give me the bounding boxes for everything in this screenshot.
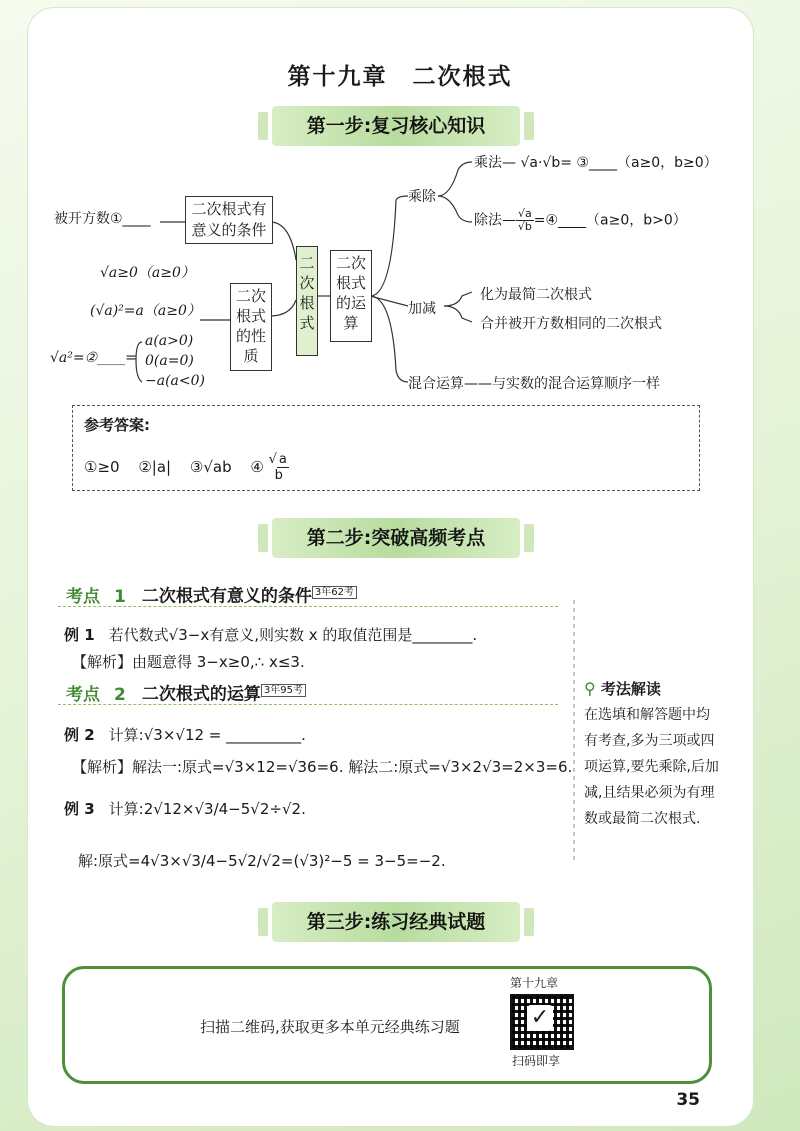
kaodian1-title: 二次根式有意义的条件 [141, 586, 312, 607]
example-1-text: 若代数式√3−x有意义,则实数 x 的取值范围是________. [108, 626, 478, 644]
kaodian2-badge: 3年95考 [261, 684, 306, 697]
answer-3: ③√ab [189, 458, 232, 476]
division-denominator: √b [517, 220, 532, 233]
division-suffix: =④____（a≥0，b>0） [533, 212, 687, 229]
answer-2: ②|a| [138, 458, 172, 476]
mixed-operation-rule: 混合运算——与实数的混合运算顺序一样 [408, 376, 660, 392]
answer-4-fraction: √ a b [268, 452, 287, 483]
step1-banner: 第一步:复习核心知识 [272, 106, 520, 146]
property-1: √a≥0（a≥0） [100, 265, 195, 281]
kaodian1-badge: 3年62考 [312, 586, 357, 599]
add-sub-label: 加减 [408, 301, 436, 317]
side-note-title: 考法解读 [600, 680, 661, 698]
case-zero: 0(a=0) [145, 353, 194, 369]
magnifier-icon: ⚲ [584, 679, 596, 698]
case-negative: −a(a<0) [145, 373, 205, 389]
property-3-left: √a²=②____= [50, 350, 137, 366]
simplify-rule: 化为最简二次根式 [480, 287, 592, 303]
example-1-solution: 【解析】由题意得 3−x≥0,∴ x≤3. [72, 653, 305, 671]
example-3-label: 例 3 [64, 800, 95, 818]
property-2: (√a)²=a（a≥0） [90, 303, 201, 319]
qr-prompt: 扫描二维码,获取更多本单元经典练习题 [200, 1018, 460, 1036]
kaodian1-tag: 考点 [66, 586, 100, 607]
answer-4: ④ [250, 458, 264, 476]
condition-node: 二次根式有意义的条件 [185, 196, 273, 244]
mul-div-label: 乘除 [408, 189, 436, 205]
example-2-text: 计算:√3×√12 = __________. [108, 726, 306, 744]
operation-node: 二次根式的运算 [330, 250, 372, 342]
qr-caption: 扫码即享 [512, 1054, 561, 1068]
answer-4-denominator: b [274, 468, 283, 483]
example-3-solution: 解:原式=4√3×√3/4−5√2/√2=(√3)²−5 = 3−5=−2. [78, 852, 446, 870]
kaodian1-number: 1 [114, 586, 126, 607]
example-3-text: 计算:2√12×√3/4−5√2÷√2. [108, 800, 306, 818]
page-number: 35 [676, 1090, 700, 1110]
division-numerator: √a [518, 207, 532, 220]
example-2-label: 例 2 [64, 726, 95, 744]
step3-banner: 第三步:练习经典试题 [272, 902, 520, 942]
step2-banner: 第二步:突破高频考点 [272, 518, 520, 558]
division-prefix: 除法— [474, 212, 516, 229]
example-1-label: 例 1 [64, 626, 95, 644]
property-node: 二次根式的性质 [230, 283, 272, 371]
side-note-heading [584, 678, 661, 699]
check-icon: ✓ [527, 1005, 553, 1031]
combine-rule: 合并被开方数相同的二次根式 [480, 316, 662, 332]
kaodian2-tag: 考点 [66, 684, 100, 705]
chapter-title: 第十九章 二次根式 [287, 64, 513, 90]
answer-1: ①≥0 [84, 458, 120, 476]
answer-4-numerator: a [278, 452, 287, 467]
qr-chapter: 第十九章 [510, 976, 559, 990]
radicand-blank: 被开方数①____ [54, 211, 151, 227]
answer-label: 参考答案: [84, 416, 150, 434]
case-positive: a(a>0) [145, 333, 194, 349]
kaodian2-number: 2 [114, 684, 126, 705]
side-note-body: 在选填和解答题中均有考查,多为三项或四项运算,要先乘除,后加减,且结果必须为有理数或最简二次根式. [584, 707, 719, 827]
kaodian2-title: 二次根式的运算 [141, 684, 261, 705]
multiplication-rule: 乘法— √a·√b= ③____（a≥0，b≥0） [474, 155, 718, 171]
center-node: 二次根式 [296, 246, 318, 356]
example-2-solution: 【解析】解法一:原式=√3×12=√36=6. 解法二:原式=√3×2√3=2×3=6. [72, 758, 573, 776]
